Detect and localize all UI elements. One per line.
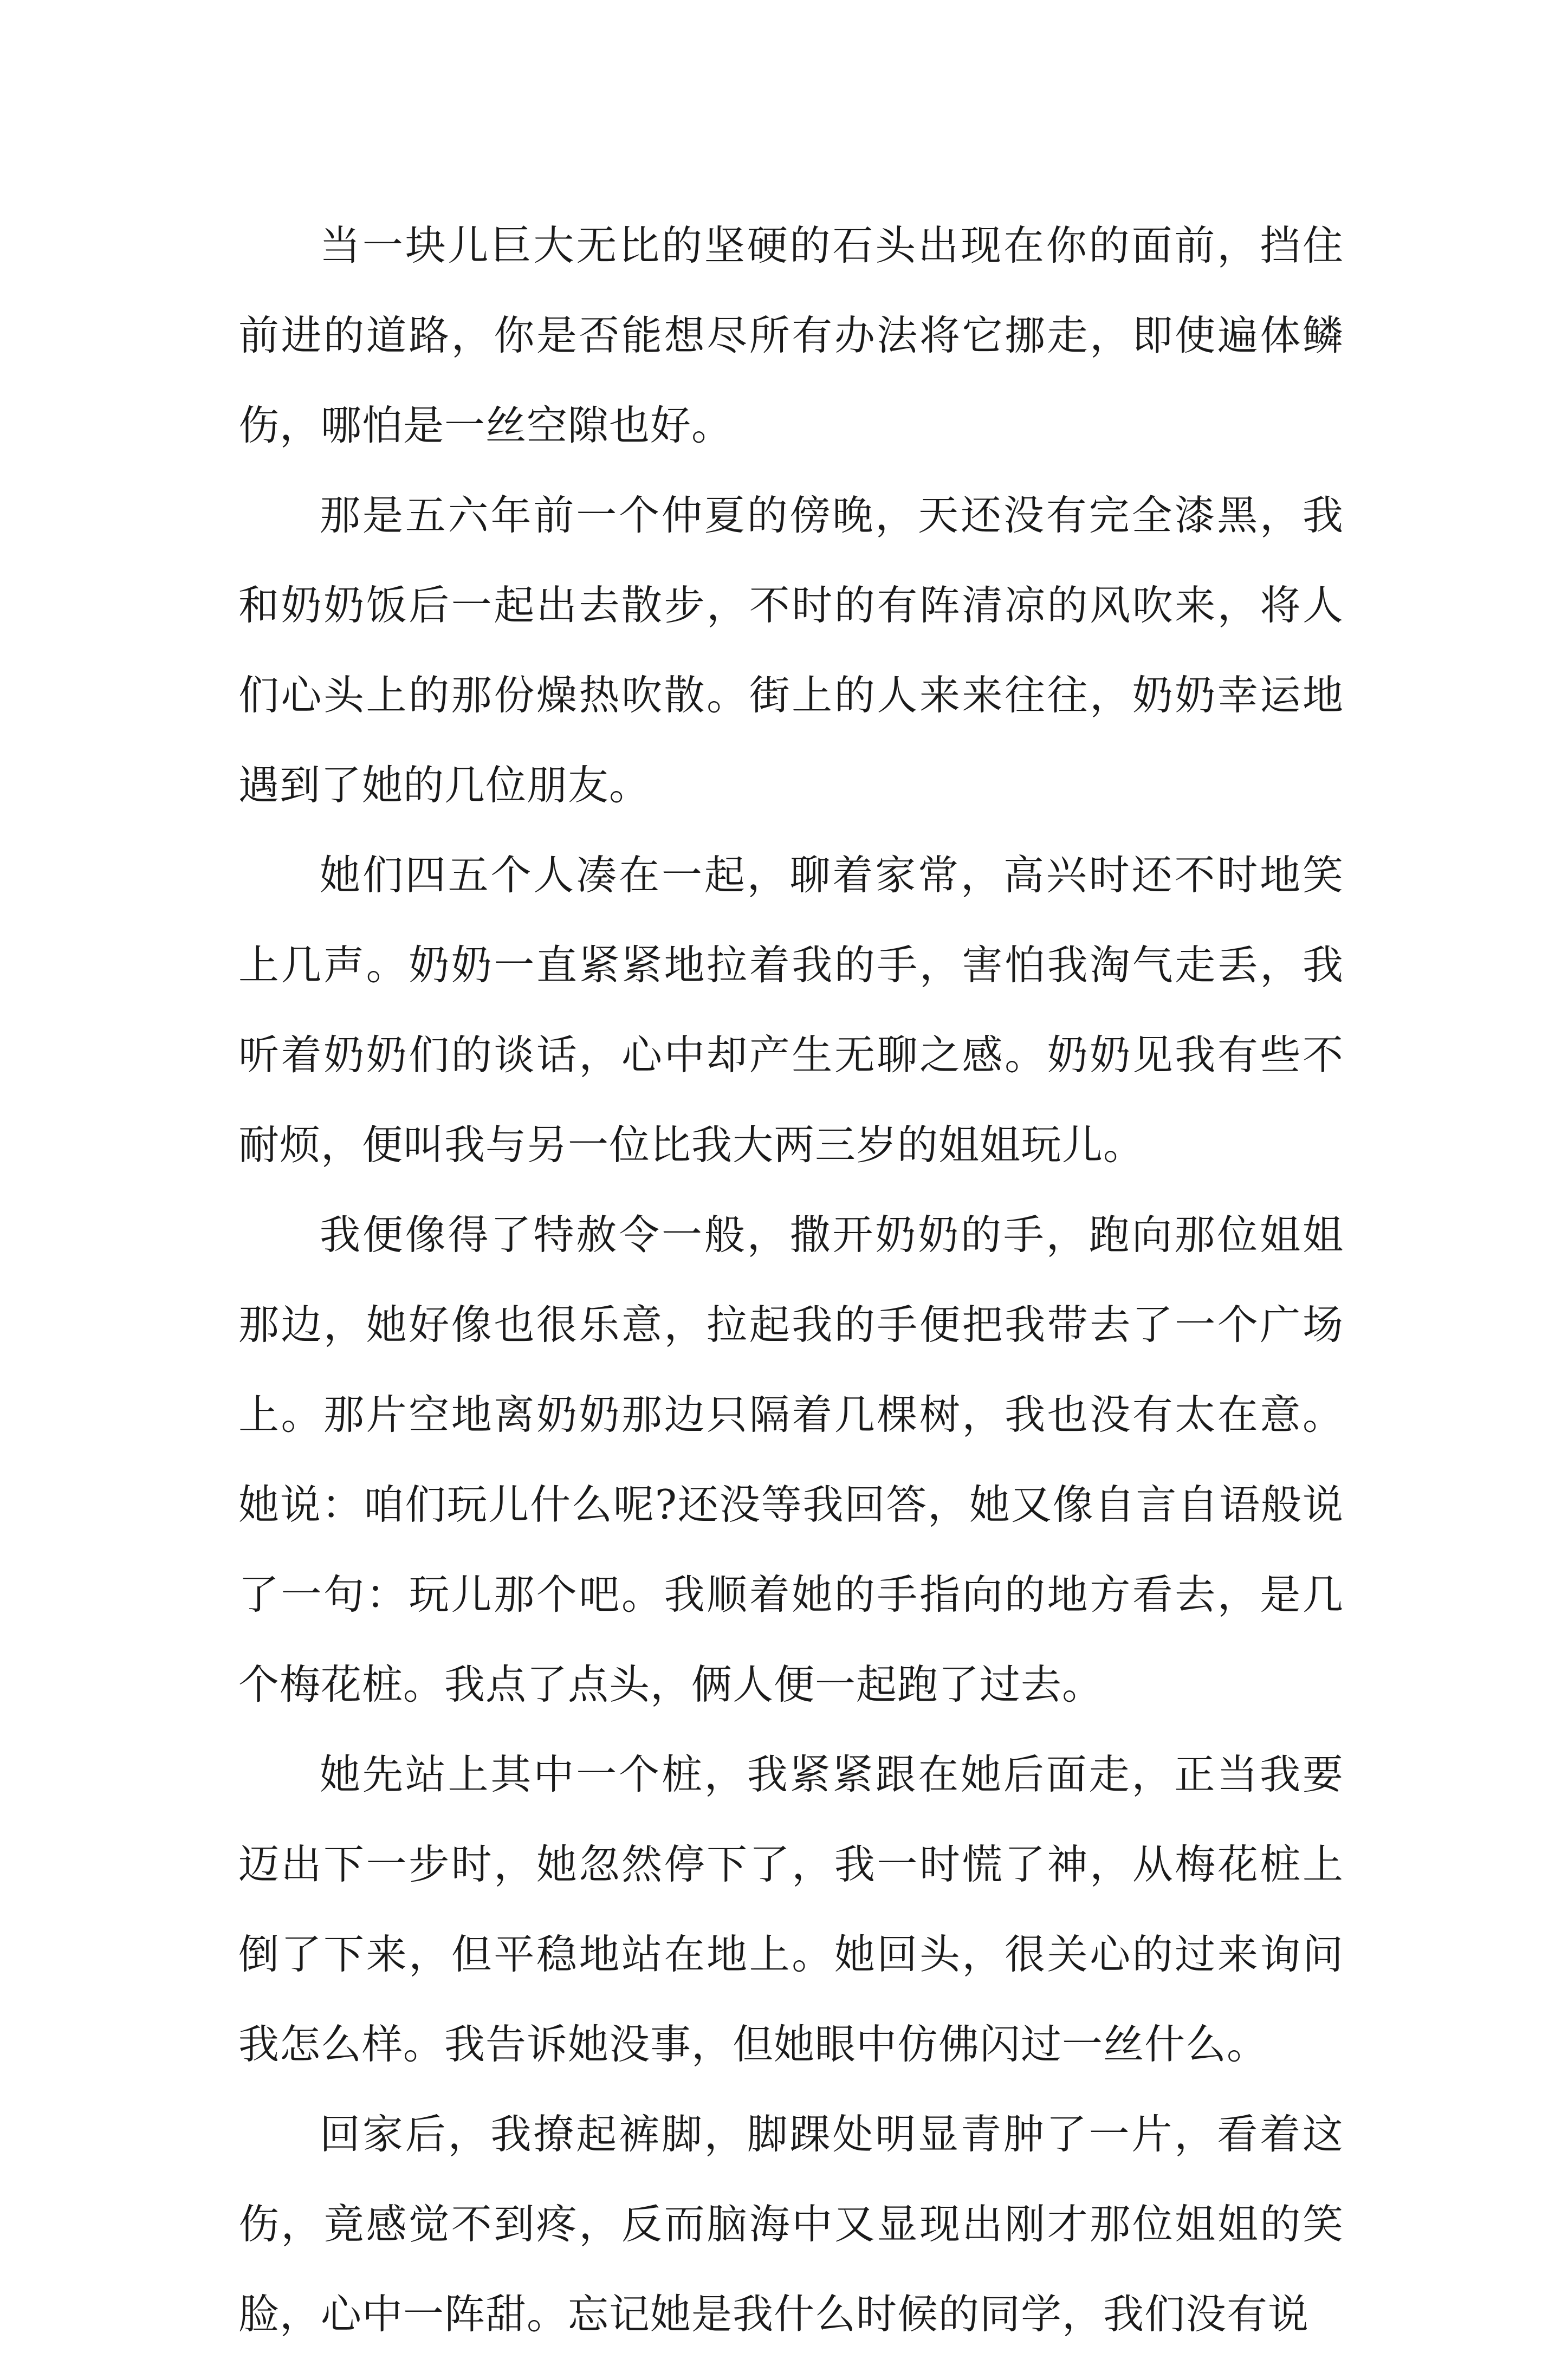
document-body [238, 200, 1344, 2359]
paragraph-5: 她先站上其中一个桩，我紧紧跟在她后面走，正当我要迈出下一步时，她忽然停下了，我一时慌了神，从梅花桩上倒了下来，但平稳地站在地上。她回头，很关心的过来询问我怎么样。我告诉她没事，但她眼中仿佛闪过一丝什么。 [238, 1751, 1344, 2068]
paragraph-2: 那是五六年前一个仲夏的傍晚，天还没有完全漆黑，我和奶奶饭后一起出去散步，不时的有阵清凉的风吹来，将人们心头上的那份燥热吹散。街上的人来来往往，奶奶幸运地遇到了她的几位朋友。 [238, 491, 1344, 809]
paragraph-6: 回家后，我撩起裤脚，脚踝处明显青肿了一片，看着这伤，竟感觉不到疼，反而脑海中又显现出刚才那位姐姐的笑脸，心中一阵甜。忘记她是我什么时候的同学，我们没有说 [238, 2110, 1344, 2338]
paragraph-4: 我便像得了特赦令一般，撒开奶奶的手，跑向那位姐姐那边，她好像也很乐意，拉起我的手便把我带去了一个广场上。那片空地离奶奶那边只隔着几棵树，我也没有太在意。她说：咱们玩儿什么呢?还没等我回答，她又像自言自语般说了一句：玩儿那个吧。我顺着她的手指向的地方看去，是几个梅花桩。我点了点头，俩人便一起跑了过去。 [238, 1211, 1344, 1708]
paragraph-3: 她们四五个人凑在一起，聊着家常，高兴时还不时地笑上几声。奶奶一直紧紧地拉着我的手，害怕我淘气走丢，我听着奶奶们的谈话，心中却产生无聊之感。奶奶见我有些不耐烦，便叫我与另一位比我大两三岁的姐姐玩儿。 [238, 851, 1344, 1169]
paragraph-1: 当一块儿巨大无比的坚硬的石头出现在你的面前，挡住前进的道路，你是否能想尽所有办法将它挪走，即使遍体鳞伤，哪怕是一丝空隙也好。 [238, 222, 1344, 449]
